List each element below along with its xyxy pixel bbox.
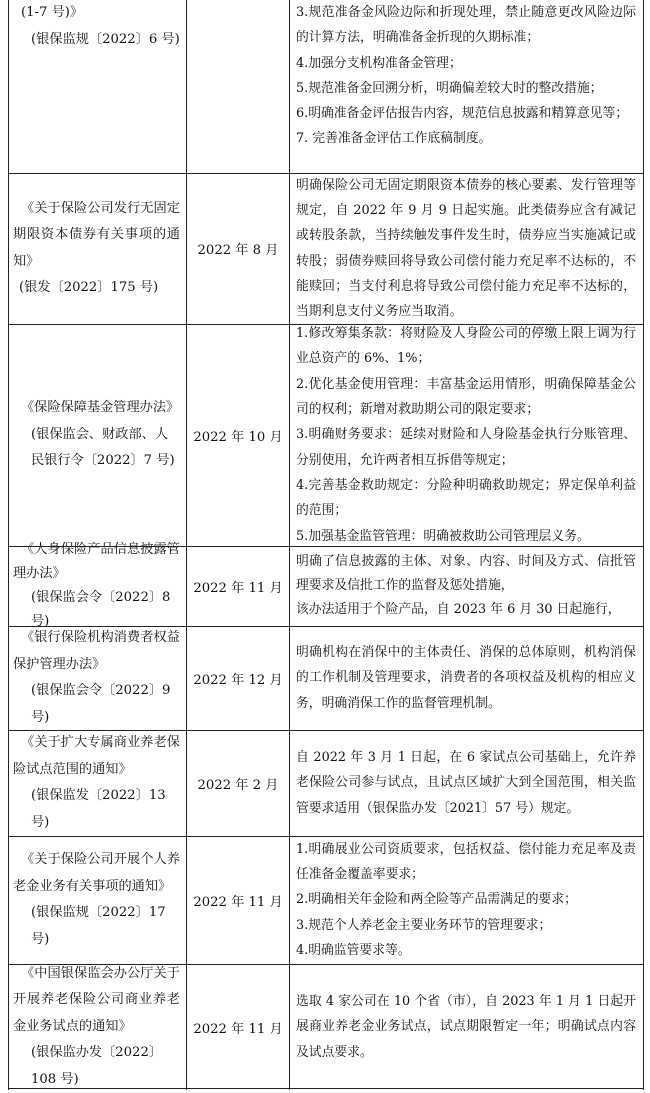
date-cell — [187, 836, 290, 964]
row-divider — [8, 626, 644, 627]
content-cell — [290, 836, 644, 964]
policy-name-cell — [8, 173, 187, 324]
date-cell — [187, 324, 290, 546]
content-cell — [290, 173, 644, 324]
content-cell — [290, 0, 644, 173]
content-paragraph: 自 2022 年 3 月 1 日起，在 6 家试点公司基础上，允许养老保险公司参与试点，且试点区域扩大到全国范围，相关监管要求适用（银保监办发〔2021〕57 号）规定。 — [296, 750, 636, 816]
policy-code: (银保监会令〔2022〕9 号) — [31, 683, 171, 725]
row-divider — [8, 173, 644, 174]
content-item: 5.规范准备金回溯分析，明确偏差较大时的整改措施； — [296, 80, 603, 96]
date-text: 2022 年 11 月 — [193, 580, 283, 596]
policy-name-cell — [8, 964, 187, 1090]
policy-name-cell — [8, 0, 187, 173]
policy-name-cell — [8, 730, 187, 836]
date-cell — [187, 730, 290, 836]
policy-title: 《中国银保监会办公厅关于开展养老保险公司商业养老金业务试点的通知》 — [13, 965, 180, 1034]
content-item: 4.完善基金救助规定：分险种明确救助规定；界定保单利益的范围； — [296, 477, 636, 519]
content-paragraph: 明确保险公司无固定期限资本债券的核心要素、发行管理等规定，自 2022 年 9 月 9 日起实施。此类债券应含有减记或转股条款，当持续触发事件发生时，债券应当实施减记或转股；弱债券赎回将导致公司偿付能力充足率不达标的，不能赎回；当支付利息将导致公司偿付能力充足率不达标的，当期利息支付义务应当取消。 — [296, 177, 636, 320]
date-text: 2022 年 10 月 — [193, 429, 283, 445]
content-item: 4.明确监管要求等。 — [296, 942, 411, 958]
row-divider — [8, 546, 644, 547]
content-item: 7. 完善准备金评估工作底稿制度。 — [296, 131, 492, 147]
content-item: 明确了信息披露的主体、对象、内容、时间及方式、信批管理要求及信批工作的监督及惩处措施， — [296, 554, 636, 593]
policy-title: 《保险保障基金管理办法》 — [21, 400, 180, 416]
table-left-border — [8, 0, 9, 1090]
content-item: 1.修改筹集条款：将财险及人身险公司的停缴上限上调为行业总资产的 6%、1%； — [296, 326, 636, 367]
table-row — [8, 626, 644, 730]
date-text: 2022 年 2 月 — [197, 777, 279, 793]
content-item: 3.规范准备金风险边际和折现处理，禁止随意更改风险边际的计算方法，明确准备金折现的久期标准； — [296, 5, 636, 46]
table-row — [8, 836, 644, 964]
row-divider — [8, 964, 644, 965]
policy-title: 《关于扩大专属商业养老保险试点范围的通知》 — [13, 735, 180, 777]
policy-title: (1-7 号)》 — [21, 5, 84, 20]
date-cell — [187, 173, 290, 324]
policy-code: (银发〔2022〕175 号) — [19, 280, 159, 295]
content-item: 3.明确财务要求：延续对财险和人身险基金执行分账管理、分别使用，允许两者相互拆借等规定； — [296, 427, 636, 468]
content-cell — [290, 324, 644, 546]
date-text: 2022 年 12 月 — [193, 672, 283, 688]
policy-name-cell — [8, 836, 187, 964]
table-row — [8, 964, 644, 1090]
date-text: 2022 年 8 月 — [197, 243, 279, 258]
content-item: 6.明确准备金评估报告内容，规范信息披露和精算意见等； — [296, 106, 629, 122]
content-paragraph: 明确机构在消保中的主体责任、消保的总体原则，机构消保的工作机制及管理要求，消费者的各项权益及机构的相应义务，明确消保工作的监督管理机制。 — [296, 645, 636, 711]
policy-code: (银保监规〔2022〕6 号) — [31, 31, 180, 47]
table-right-border — [643, 0, 644, 1090]
content-item: 该办法适用于个险产品，自 2023 年 6 月 30 日起施行， — [296, 602, 621, 617]
policy-title: 《关于保险公司开展个人养老金业务有关事项的通知》 — [13, 852, 180, 894]
date-text: 2022 年 11 月 — [193, 894, 283, 910]
content-paragraph: 选取 4 家公司在 10 个省（市），自 2023 年 1 月 1 日起开展商业养老金业务试点，试点期限暂定一年；明确试点内容及试点要求。 — [296, 994, 636, 1060]
content-cell — [290, 626, 644, 730]
policy-code: (银保监办发〔2022〕108 号) — [31, 1045, 163, 1087]
table-row — [8, 324, 644, 546]
table-row — [8, 173, 644, 324]
policy-name-cell — [8, 324, 187, 546]
policy-title: 《银行保险机构消费者权益保护管理办法》 — [13, 630, 180, 672]
content-cell — [290, 730, 644, 836]
content-item: 2.优化基金使用管理：丰富基金运用情形，明确保障基金公司的权利；新增对救助期公司的限定要求； — [296, 376, 636, 418]
table-row — [8, 542, 644, 629]
policy-code: (银保监规〔2022〕17 号) — [31, 905, 166, 947]
content-item: 2.明确相关年金险和两全险等产品需满足的要求； — [296, 892, 577, 908]
content-item: 5.加强基金监管管理：明确被救助公司管理层义务。 — [296, 528, 590, 544]
date-cell — [187, 0, 290, 173]
date-cell — [187, 626, 290, 730]
table-row — [8, 0, 644, 173]
content-item: 3.规范个人养老金主要业务环节的管理要求； — [296, 917, 552, 933]
date-cell — [187, 964, 290, 1090]
date-cell — [187, 546, 290, 626]
policy-title: 《关于保险公司发行无固定期限资本债券有关事项的通知》 — [13, 200, 180, 269]
content-item: 4.加强分支机构准备金管理； — [296, 55, 462, 71]
row-divider — [8, 836, 644, 837]
content-cell — [290, 546, 644, 626]
date-text: 2022 年 11 月 — [193, 1021, 283, 1037]
row-divider — [8, 730, 644, 731]
policy-code: (银保监会、财政部、人民银行令〔2022〕7 号) — [31, 426, 175, 469]
policy-title: 《人身保险产品信息披露管理办法》 — [13, 542, 180, 581]
content-item: 1.明确展业公司资质要求，包括权益、偿付能力充足率及责任准备金覆盖率要求； — [296, 841, 636, 883]
policy-code: (银保监会令〔2022〕8 号) — [31, 590, 171, 629]
policy-code: (银保监发〔2022〕13 号) — [31, 788, 166, 830]
row-divider — [8, 324, 644, 325]
table-row — [8, 730, 644, 836]
policy-name-cell — [8, 542, 187, 629]
row-divider — [8, 1088, 644, 1089]
policy-name-cell — [8, 626, 187, 730]
content-cell — [290, 964, 644, 1090]
